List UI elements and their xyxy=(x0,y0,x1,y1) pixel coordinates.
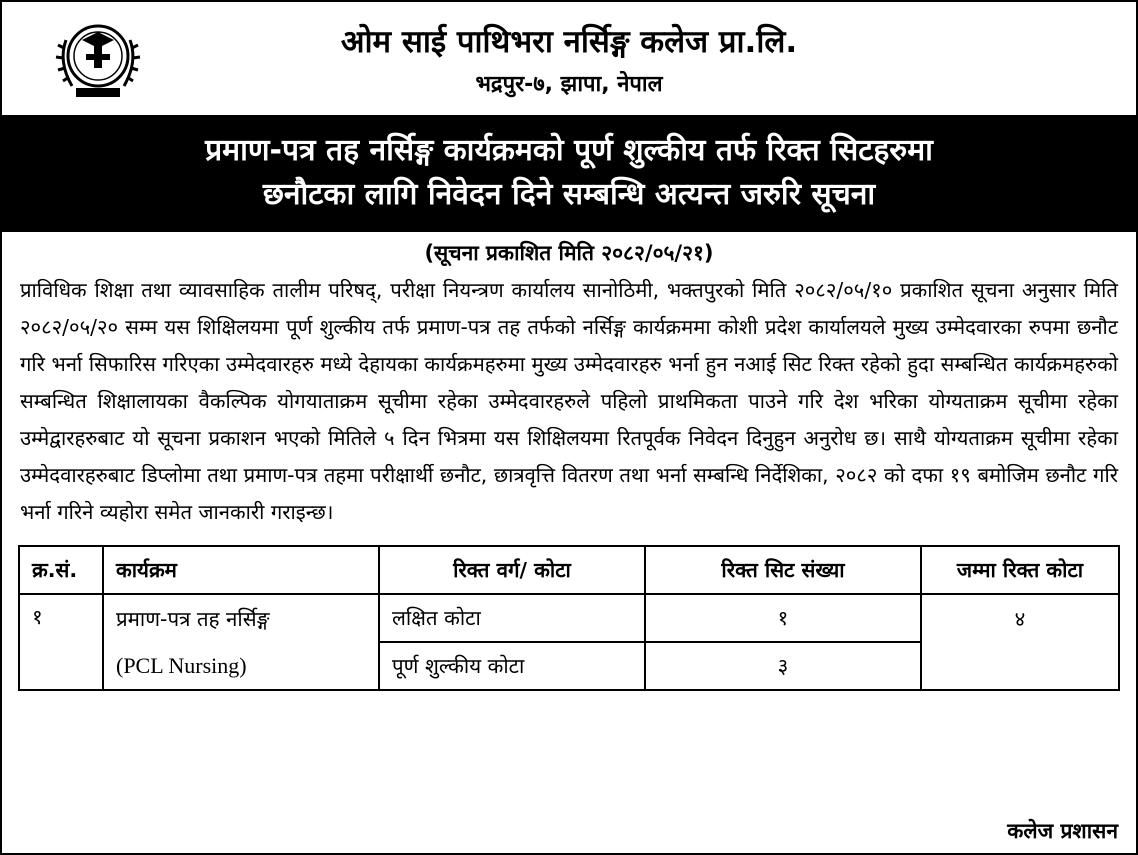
vacant-seats-table xyxy=(18,545,1120,691)
cell-seats: १ xyxy=(645,594,921,642)
college-administration-signoff: कलेज प्रशासन xyxy=(1007,819,1118,843)
header-category: रिक्त वर्ग/ कोटा xyxy=(379,546,645,594)
cell-seats: ३ xyxy=(645,642,921,690)
college-address: भद्रपुर-७, झापा, नेपाल xyxy=(475,72,663,97)
cell-program-en: (PCL Nursing) xyxy=(103,642,379,690)
cell-category: लक्षित कोटा xyxy=(379,594,645,642)
publication-date: (सूचना प्रकाशित मिति २०८२/०५/२१) xyxy=(424,241,714,265)
header-program: कार्यक्रम xyxy=(103,546,379,594)
table-header-row xyxy=(19,546,1119,594)
cell-total: ४ xyxy=(921,594,1119,642)
table-row xyxy=(19,594,1119,642)
notice-title-line-1: प्रमाण-पत्र तह नर्सिङ्ग कार्यक्रमको पूर्ण शुल्कीय तर्फ रिक्त सिटहरुमा xyxy=(205,133,933,168)
cell-sn: १ xyxy=(19,594,103,690)
college-name: ओम साई पाथिभरा नर्सिङ्ग कलेज प्रा.लि. xyxy=(340,24,798,60)
college-header xyxy=(2,2,1136,117)
table-row xyxy=(19,642,1119,690)
notice-title-line-2: छनौटका लागि निवेदन दिने सम्बन्धि अत्यन्त जरुरि सूचना xyxy=(262,177,876,212)
cell-total-empty xyxy=(921,642,1119,690)
header-total: जम्मा रिक्त कोटा xyxy=(921,546,1119,594)
header-sn: क्र.सं. xyxy=(19,546,103,594)
header-seats: रिक्त सिट संख्या xyxy=(645,546,921,594)
cell-category: पूर्ण शुल्कीय कोटा xyxy=(379,642,645,690)
notice-title-band xyxy=(2,117,1136,232)
cell-program-np: प्रमाण-पत्र तह नर्सिङ्ग xyxy=(103,594,379,642)
notice-body: प्राविधिक शिक्षा तथा व्यावसाहिक तालीम परिषद्, परीक्षा नियन्त्रण कार्यालय सानोठिमी, भक्तपुरको मिति २०८२/०५/१० प्रकाशित सूचना अनुसार मिति २०८२/०५/२० सम्म यस शिक्षिलयमा पूर्ण शुल्कीय तर्फ प्रमाण-पत्र तह तर्फको नर्सिङ्ग कार्यक्रममा कोशी प्रदेश कार्यालयले मुख्य उम्मेदवारका रुपमा छनौट गरि भर्ना सिफारिस गरिएका उम्मेदवारहरु मध्ये देहायका कार्यक्रमहरुमा मुख्य उम्मेदवारहरु भर्ना हुन नआई सिट रिक्त रहेको हुदा सम्बन्धित कार्यक्रमहरुको सम्बन्धित शिक्षालायका वैकल्पिक योगयाताक्रम सूचीमा रहेका उम्मेदवारहरुले पहिलो प्राथमिकता पाउने गरि देश भरिका योग्यताक्रम सूचीमा रहेका उम्मेद्वारहरुबाट यो सूचना प्रकाशन भएको मितिले ५ दिन भित्रमा यस शिक्षिलयमा रितपूर्वक निवेदन दिनुहुन अनुरोध छ। साथै योग्यताक्रम सूचीमा रहेका उम्मेदवारहरुबाट डिप्लोमा तथा प्रमाण-पत्र तहमा परीक्षार्थी छनौट, छात्रवृत्ति वितरण तथा भर्ना सम्बन्धि निर्देशिका, २०८२ को दफा १९ बमोजिम छनौट गरि भर्ना गरिने व्यहोरा समेत जानकारी गराइन्छ। xyxy=(20,278,1118,524)
